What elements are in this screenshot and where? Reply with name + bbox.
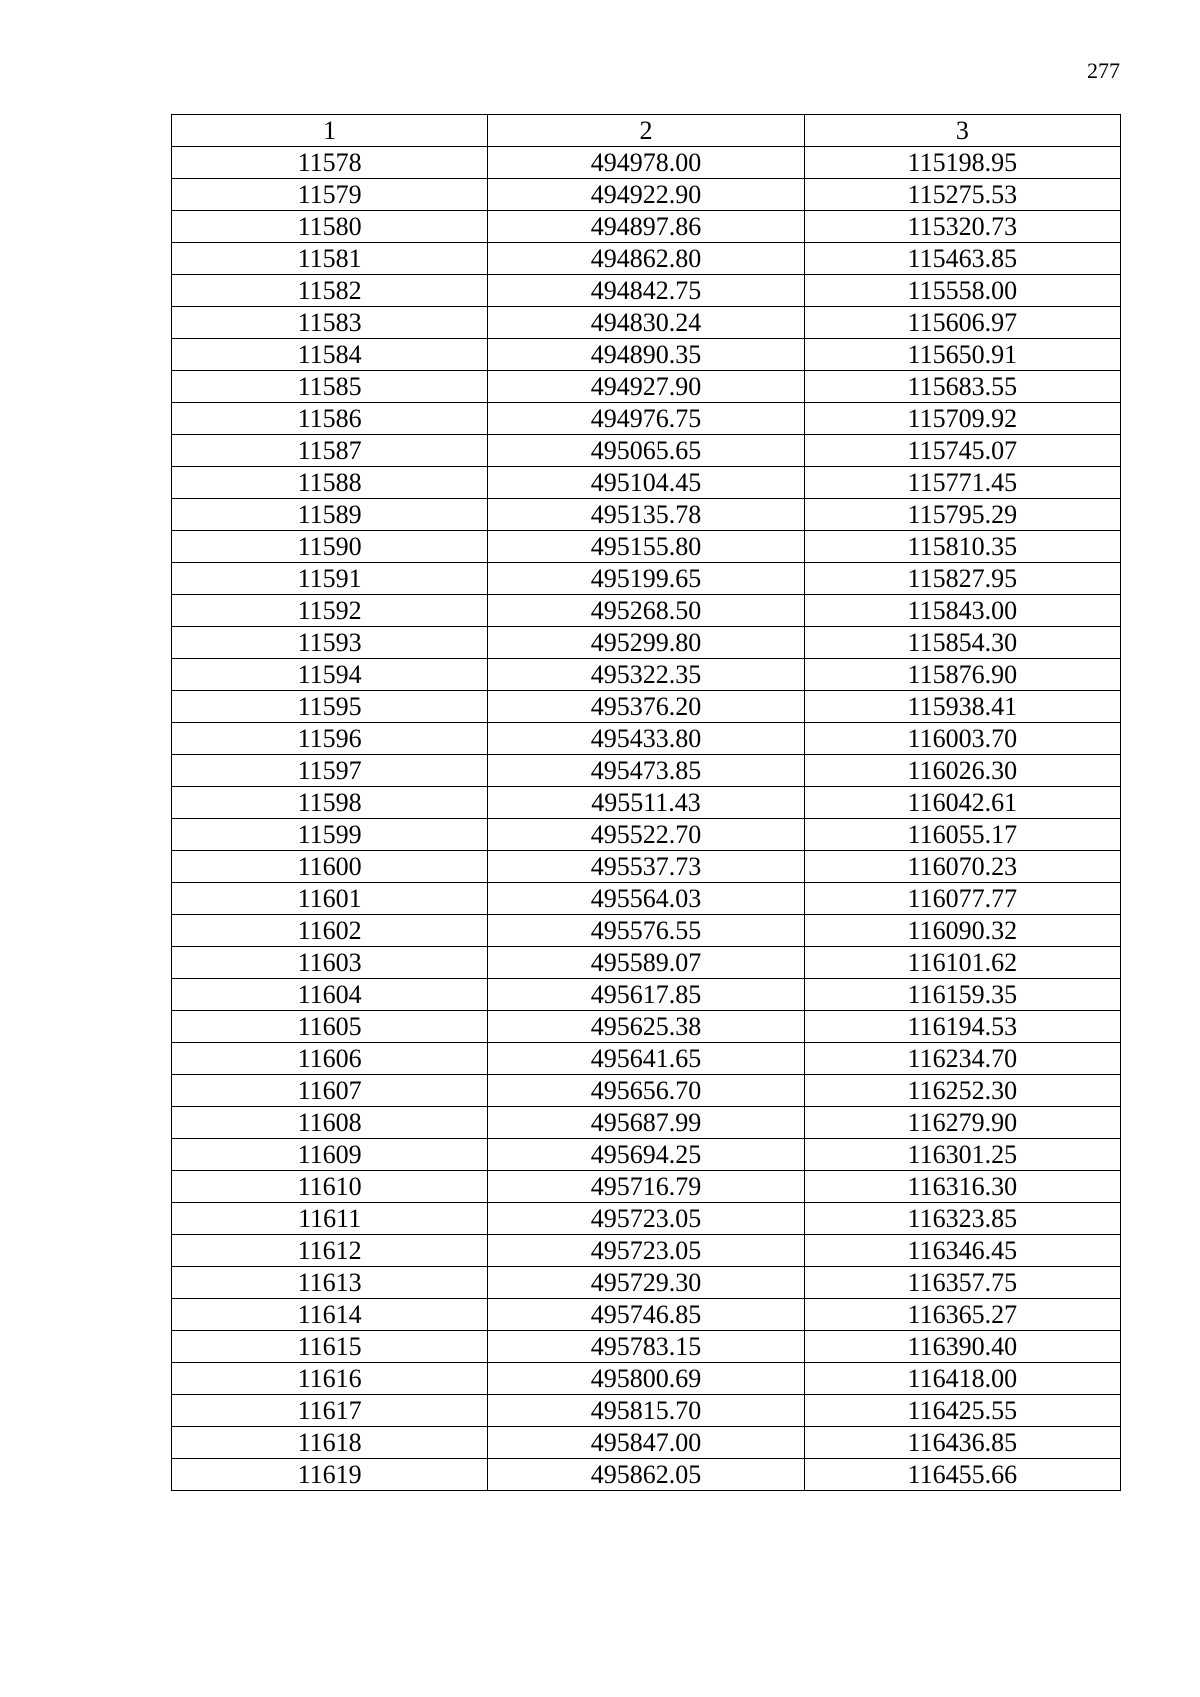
column-header: 2 xyxy=(488,115,804,147)
table-cell: 495473.85 xyxy=(488,755,804,787)
table-cell: 115854.30 xyxy=(804,627,1120,659)
table-cell: 495617.85 xyxy=(488,979,804,1011)
table-cell: 115876.90 xyxy=(804,659,1120,691)
table-cell: 116455.66 xyxy=(804,1459,1120,1491)
table-cell: 11599 xyxy=(172,819,488,851)
table-cell: 11582 xyxy=(172,275,488,307)
table-row xyxy=(172,1075,1121,1107)
table-cell: 116323.85 xyxy=(804,1203,1120,1235)
table-cell: 11617 xyxy=(172,1395,488,1427)
table-cell: 495104.45 xyxy=(488,467,804,499)
table-cell: 116159.35 xyxy=(804,979,1120,1011)
table-cell: 11596 xyxy=(172,723,488,755)
table-cell: 495800.69 xyxy=(488,1363,804,1395)
table-cell: 494890.35 xyxy=(488,339,804,371)
table-cell: 115463.85 xyxy=(804,243,1120,275)
table-cell: 116252.30 xyxy=(804,1075,1120,1107)
table-row xyxy=(172,1171,1121,1203)
table-cell: 11609 xyxy=(172,1139,488,1171)
table-row xyxy=(172,659,1121,691)
table-cell: 11593 xyxy=(172,627,488,659)
table-cell: 494976.75 xyxy=(488,403,804,435)
page-number: 277 xyxy=(1087,58,1120,83)
table-cell: 495729.30 xyxy=(488,1267,804,1299)
table-row xyxy=(172,275,1121,307)
table-cell: 495576.55 xyxy=(488,915,804,947)
table-cell: 115745.07 xyxy=(804,435,1120,467)
column-header: 3 xyxy=(804,115,1120,147)
table-cell: 495433.80 xyxy=(488,723,804,755)
table-cell: 11598 xyxy=(172,787,488,819)
table-cell: 11618 xyxy=(172,1427,488,1459)
coordinates-table xyxy=(171,114,1121,1491)
table-cell: 495268.50 xyxy=(488,595,804,627)
table-cell: 495564.03 xyxy=(488,883,804,915)
table-cell: 11604 xyxy=(172,979,488,1011)
table-cell: 116357.75 xyxy=(804,1267,1120,1299)
table-cell: 115938.41 xyxy=(804,691,1120,723)
table-row xyxy=(172,755,1121,787)
table-cell: 116234.70 xyxy=(804,1043,1120,1075)
table-cell: 11595 xyxy=(172,691,488,723)
table-cell: 495522.70 xyxy=(488,819,804,851)
table-cell: 115795.29 xyxy=(804,499,1120,531)
table-row xyxy=(172,1235,1121,1267)
table-cell: 116301.25 xyxy=(804,1139,1120,1171)
table-cell: 11578 xyxy=(172,147,488,179)
table-cell: 11613 xyxy=(172,1267,488,1299)
table-cell: 11580 xyxy=(172,211,488,243)
table-cell: 115198.95 xyxy=(804,147,1120,179)
table-cell: 116418.00 xyxy=(804,1363,1120,1395)
table-row xyxy=(172,883,1121,915)
table-row xyxy=(172,179,1121,211)
table-cell: 11589 xyxy=(172,499,488,531)
table-row xyxy=(172,563,1121,595)
column-header: 1 xyxy=(172,115,488,147)
table-row xyxy=(172,1011,1121,1043)
table-cell: 116194.53 xyxy=(804,1011,1120,1043)
table-cell: 11610 xyxy=(172,1171,488,1203)
table-cell: 495746.85 xyxy=(488,1299,804,1331)
table-row xyxy=(172,1363,1121,1395)
table-cell: 495199.65 xyxy=(488,563,804,595)
table-cell: 495815.70 xyxy=(488,1395,804,1427)
table-cell: 116365.27 xyxy=(804,1299,1120,1331)
table-cell: 11616 xyxy=(172,1363,488,1395)
table-cell: 115650.91 xyxy=(804,339,1120,371)
table-cell: 115810.35 xyxy=(804,531,1120,563)
table-row xyxy=(172,1107,1121,1139)
table-row xyxy=(172,1459,1121,1491)
table-cell: 494927.90 xyxy=(488,371,804,403)
table-header-row xyxy=(172,115,1121,147)
table-cell: 11592 xyxy=(172,595,488,627)
table-cell: 495641.65 xyxy=(488,1043,804,1075)
table-cell: 495589.07 xyxy=(488,947,804,979)
table-cell: 116425.55 xyxy=(804,1395,1120,1427)
table-cell: 116042.61 xyxy=(804,787,1120,819)
table-cell: 11614 xyxy=(172,1299,488,1331)
table-cell: 115320.73 xyxy=(804,211,1120,243)
table-row xyxy=(172,211,1121,243)
table-cell: 11588 xyxy=(172,467,488,499)
table-cell: 495537.73 xyxy=(488,851,804,883)
table-cell: 11608 xyxy=(172,1107,488,1139)
table-cell: 495065.65 xyxy=(488,435,804,467)
table-cell: 115843.00 xyxy=(804,595,1120,627)
table-cell: 495511.43 xyxy=(488,787,804,819)
table-row xyxy=(172,947,1121,979)
table-cell: 116090.32 xyxy=(804,915,1120,947)
table-cell: 11586 xyxy=(172,403,488,435)
table-cell: 116077.77 xyxy=(804,883,1120,915)
table-cell: 11594 xyxy=(172,659,488,691)
table-cell: 494830.24 xyxy=(488,307,804,339)
table-cell: 115558.00 xyxy=(804,275,1120,307)
table-cell: 495155.80 xyxy=(488,531,804,563)
table-cell: 11584 xyxy=(172,339,488,371)
table-cell: 115827.95 xyxy=(804,563,1120,595)
table-row xyxy=(172,627,1121,659)
table-row xyxy=(172,691,1121,723)
table-cell: 115709.92 xyxy=(804,403,1120,435)
table-row xyxy=(172,435,1121,467)
table-cell: 495716.79 xyxy=(488,1171,804,1203)
table-row xyxy=(172,851,1121,883)
table-row xyxy=(172,979,1121,1011)
table-cell: 495687.99 xyxy=(488,1107,804,1139)
table-cell: 495847.00 xyxy=(488,1427,804,1459)
table-row xyxy=(172,819,1121,851)
table-cell: 116055.17 xyxy=(804,819,1120,851)
table-row xyxy=(172,595,1121,627)
table-row xyxy=(172,723,1121,755)
table-row xyxy=(172,531,1121,563)
table-row xyxy=(172,1139,1121,1171)
table-cell: 11605 xyxy=(172,1011,488,1043)
table-cell: 116279.90 xyxy=(804,1107,1120,1139)
table-cell: 495862.05 xyxy=(488,1459,804,1491)
table-cell: 115771.45 xyxy=(804,467,1120,499)
table-cell: 11587 xyxy=(172,435,488,467)
table-cell: 11590 xyxy=(172,531,488,563)
table-row xyxy=(172,339,1121,371)
table-cell: 11611 xyxy=(172,1203,488,1235)
table-cell: 115275.53 xyxy=(804,179,1120,211)
table-cell: 11615 xyxy=(172,1331,488,1363)
table-cell: 116101.62 xyxy=(804,947,1120,979)
table-row xyxy=(172,467,1121,499)
table-cell: 115683.55 xyxy=(804,371,1120,403)
table-cell: 116316.30 xyxy=(804,1171,1120,1203)
table-cell: 494922.90 xyxy=(488,179,804,211)
table-row xyxy=(172,1331,1121,1363)
table-cell: 11603 xyxy=(172,947,488,979)
table-cell: 11619 xyxy=(172,1459,488,1491)
table-cell: 495299.80 xyxy=(488,627,804,659)
table-cell: 11607 xyxy=(172,1075,488,1107)
table-cell: 116070.23 xyxy=(804,851,1120,883)
table-row xyxy=(172,787,1121,819)
table-cell: 11612 xyxy=(172,1235,488,1267)
table-row xyxy=(172,499,1121,531)
table-row xyxy=(172,147,1121,179)
table-cell: 116003.70 xyxy=(804,723,1120,755)
table-cell: 494842.75 xyxy=(488,275,804,307)
table-row xyxy=(172,307,1121,339)
table-cell: 495376.20 xyxy=(488,691,804,723)
table-cell: 11581 xyxy=(172,243,488,275)
table-row xyxy=(172,243,1121,275)
table-cell: 494978.00 xyxy=(488,147,804,179)
table-cell: 11591 xyxy=(172,563,488,595)
table-row xyxy=(172,403,1121,435)
table-row xyxy=(172,1299,1121,1331)
table-cell: 495625.38 xyxy=(488,1011,804,1043)
table-cell: 11606 xyxy=(172,1043,488,1075)
table-cell: 11585 xyxy=(172,371,488,403)
table-cell: 494862.80 xyxy=(488,243,804,275)
table-row xyxy=(172,1395,1121,1427)
table-row xyxy=(172,371,1121,403)
table-cell: 495656.70 xyxy=(488,1075,804,1107)
table-body xyxy=(172,147,1121,1491)
table-cell: 116436.85 xyxy=(804,1427,1120,1459)
table-cell: 116026.30 xyxy=(804,755,1120,787)
table-cell: 494897.86 xyxy=(488,211,804,243)
table-cell: 11601 xyxy=(172,883,488,915)
table-cell: 11602 xyxy=(172,915,488,947)
table-row xyxy=(172,1043,1121,1075)
table-cell: 11600 xyxy=(172,851,488,883)
table-cell: 495322.35 xyxy=(488,659,804,691)
table-row xyxy=(172,1203,1121,1235)
table-cell: 115606.97 xyxy=(804,307,1120,339)
table-row xyxy=(172,1427,1121,1459)
table-cell: 11579 xyxy=(172,179,488,211)
table-row xyxy=(172,1267,1121,1299)
table-cell: 495783.15 xyxy=(488,1331,804,1363)
table-cell: 495135.78 xyxy=(488,499,804,531)
table-cell: 11597 xyxy=(172,755,488,787)
table-row xyxy=(172,915,1121,947)
table-cell: 495694.25 xyxy=(488,1139,804,1171)
table-cell: 116390.40 xyxy=(804,1331,1120,1363)
table-cell: 495723.05 xyxy=(488,1203,804,1235)
table-cell: 495723.05 xyxy=(488,1235,804,1267)
table-cell: 116346.45 xyxy=(804,1235,1120,1267)
table-cell: 11583 xyxy=(172,307,488,339)
